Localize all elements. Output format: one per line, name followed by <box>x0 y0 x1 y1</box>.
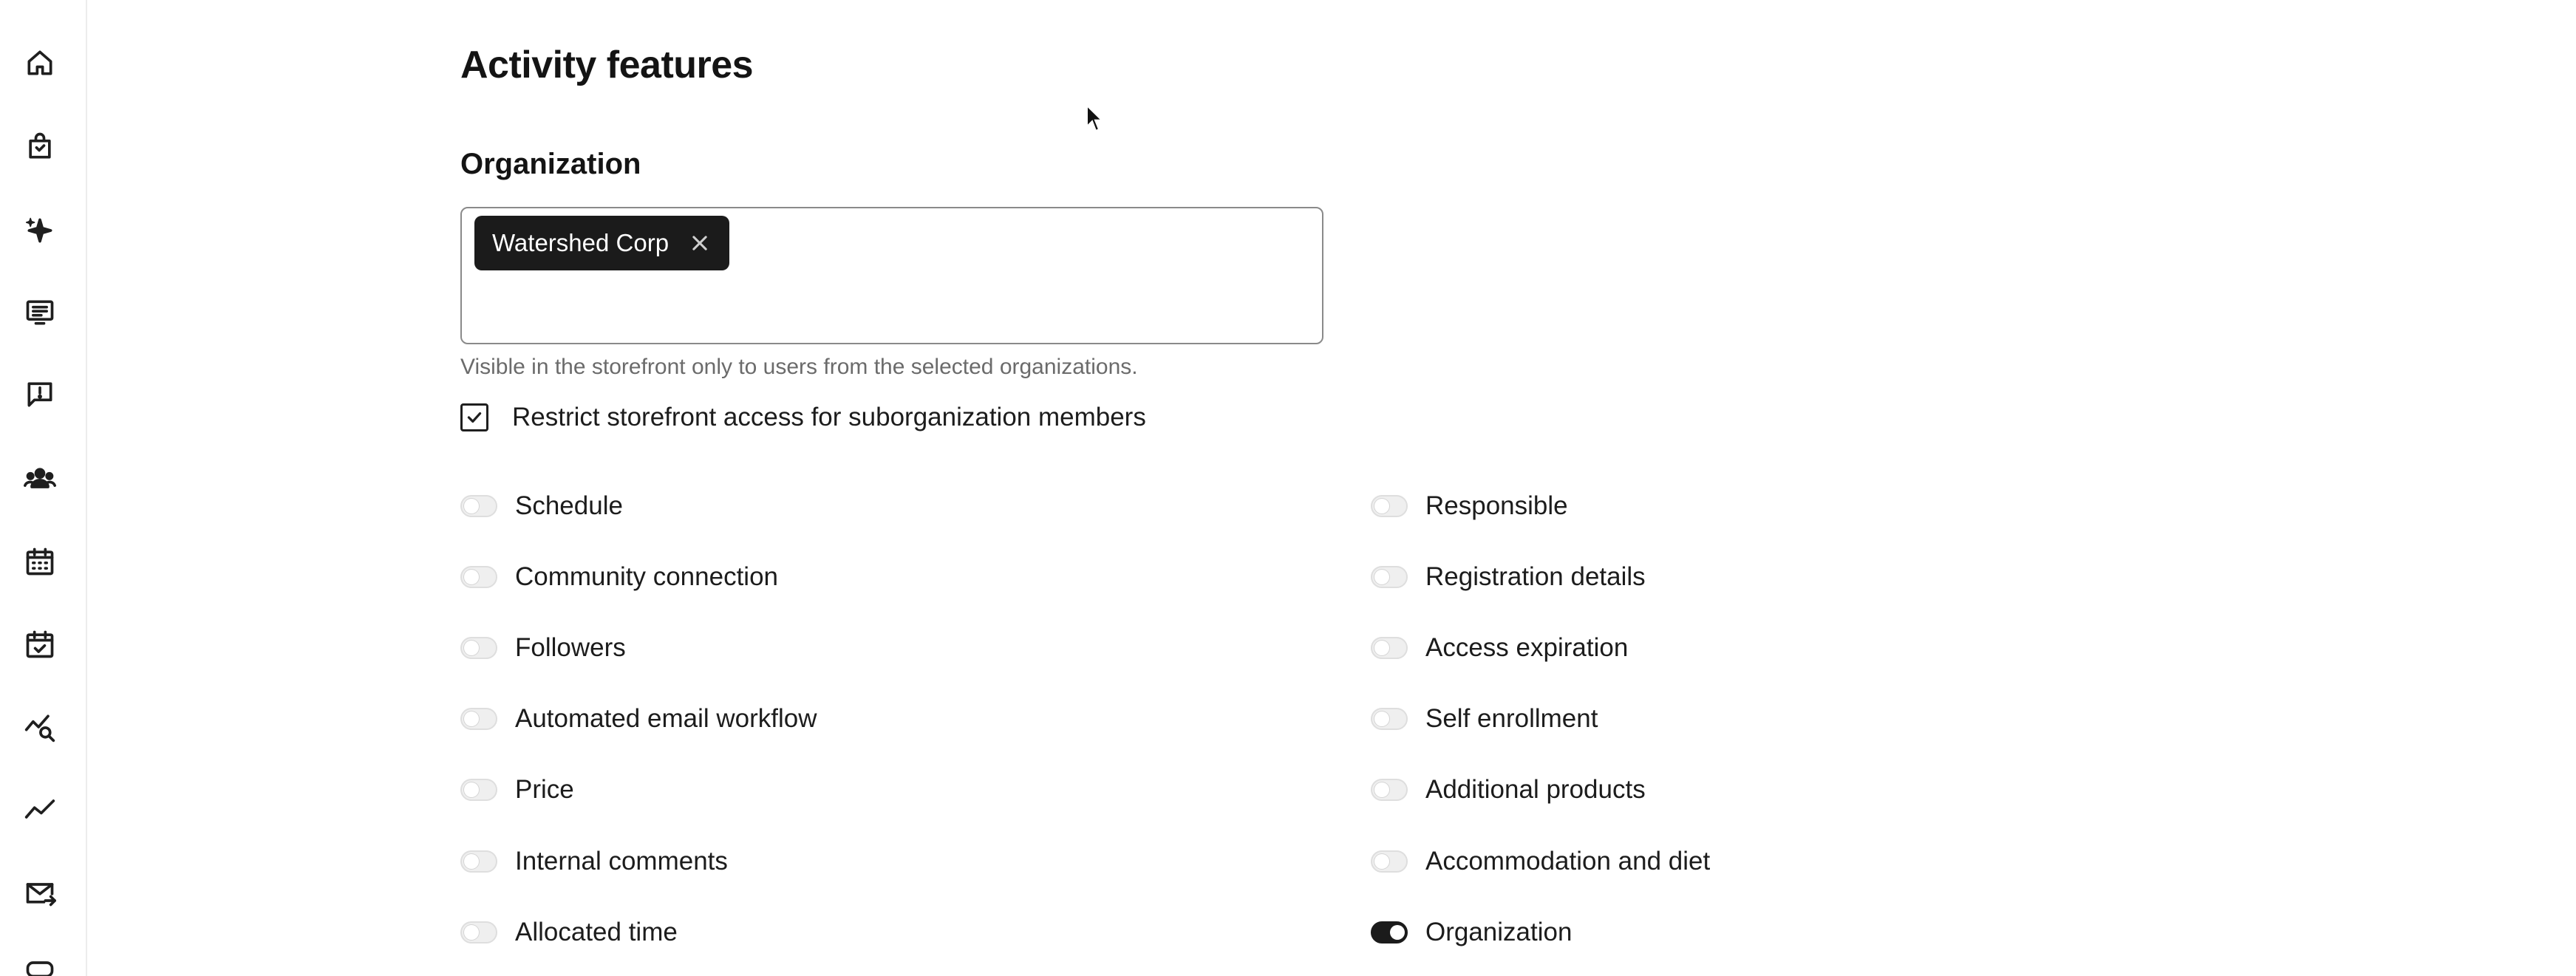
sparkles-icon[interactable] <box>22 213 58 248</box>
feature-toggle-row[interactable] <box>460 843 728 880</box>
sidebar <box>0 0 87 976</box>
mouse-cursor-icon <box>1086 104 1105 134</box>
feature-toggle-row[interactable] <box>460 559 778 596</box>
feature-label: Allocated time <box>515 918 678 946</box>
feature-toggle-row[interactable] <box>1371 843 1710 880</box>
feature-toggle-row[interactable] <box>1371 629 1628 666</box>
users-icon[interactable] <box>22 461 58 496</box>
feature-label: Automated email workflow <box>515 704 817 733</box>
feature-label: Registration details <box>1425 562 1646 591</box>
restrict-access-label: Restrict storefront access for suborganization members <box>512 403 1146 431</box>
feature-toggle-row[interactable] <box>460 771 574 808</box>
feature-toggle[interactable] <box>460 495 497 517</box>
feature-toggle[interactable] <box>460 708 497 730</box>
feature-label: Price <box>515 775 574 804</box>
feature-toggle[interactable] <box>1371 708 1408 730</box>
feature-label: Responsible <box>1425 491 1568 520</box>
feature-toggle[interactable] <box>1371 850 1408 873</box>
feature-label: Followers <box>515 633 626 662</box>
feature-toggle-row[interactable] <box>1371 771 1646 808</box>
restrict-access-checkbox[interactable] <box>460 403 488 431</box>
feature-label: Additional products <box>1425 775 1646 804</box>
feature-toggle[interactable] <box>460 850 497 873</box>
calendar-check-icon[interactable] <box>22 627 58 662</box>
feature-toggle-row[interactable] <box>460 700 817 737</box>
organization-helper-text: Visible in the storefront only to users from the selected organizations. <box>460 355 1138 379</box>
feature-label: Self enrollment <box>1425 704 1598 733</box>
monitor-icon[interactable] <box>22 295 58 330</box>
analytics-search-icon[interactable] <box>22 709 58 745</box>
feature-toggle[interactable] <box>1371 637 1408 659</box>
feature-toggle[interactable] <box>1371 566 1408 588</box>
organization-multiselect[interactable] <box>460 207 1323 344</box>
feature-toggle[interactable] <box>460 637 497 659</box>
organization-section-title: Organization <box>460 148 641 180</box>
feature-toggle-row[interactable] <box>460 914 678 951</box>
feature-toggle-row[interactable] <box>1371 559 1646 596</box>
restrict-access-checkbox-row[interactable] <box>460 399 1146 436</box>
mail-forward-icon[interactable] <box>22 875 58 910</box>
home-icon[interactable] <box>22 45 58 81</box>
feature-toggle-row[interactable] <box>1371 700 1598 737</box>
trend-icon[interactable] <box>22 791 58 827</box>
feature-toggle[interactable] <box>460 566 497 588</box>
close-icon[interactable] <box>689 233 710 253</box>
feature-label: Organization <box>1425 918 1572 946</box>
feature-label: Access expiration <box>1425 633 1629 662</box>
feature-label: Internal comments <box>515 847 728 876</box>
calendar-icon[interactable] <box>22 544 58 579</box>
feature-toggle-row[interactable] <box>1371 488 1568 525</box>
feature-toggle[interactable] <box>460 779 497 801</box>
feature-toggle-row[interactable] <box>460 629 626 666</box>
feature-toggle[interactable] <box>1371 921 1408 943</box>
feedback-icon[interactable] <box>22 377 58 412</box>
checkmark-icon <box>465 408 484 427</box>
feature-label: Community connection <box>515 562 778 591</box>
feature-toggle-row[interactable] <box>460 488 623 525</box>
page-title: Activity features <box>460 44 754 86</box>
feature-label: Accommodation and diet <box>1425 847 1711 876</box>
feature-toggle-row[interactable] <box>1371 914 1572 951</box>
feature-toggle[interactable] <box>1371 495 1408 517</box>
more-icon[interactable] <box>22 953 58 976</box>
organization-chip <box>474 216 729 270</box>
feature-toggle[interactable] <box>1371 779 1408 801</box>
shopping-bag-icon[interactable] <box>22 129 58 164</box>
feature-label: Schedule <box>515 491 623 520</box>
feature-toggle[interactable] <box>460 921 497 943</box>
organization-chip-label: Watershed Corp <box>492 229 669 256</box>
